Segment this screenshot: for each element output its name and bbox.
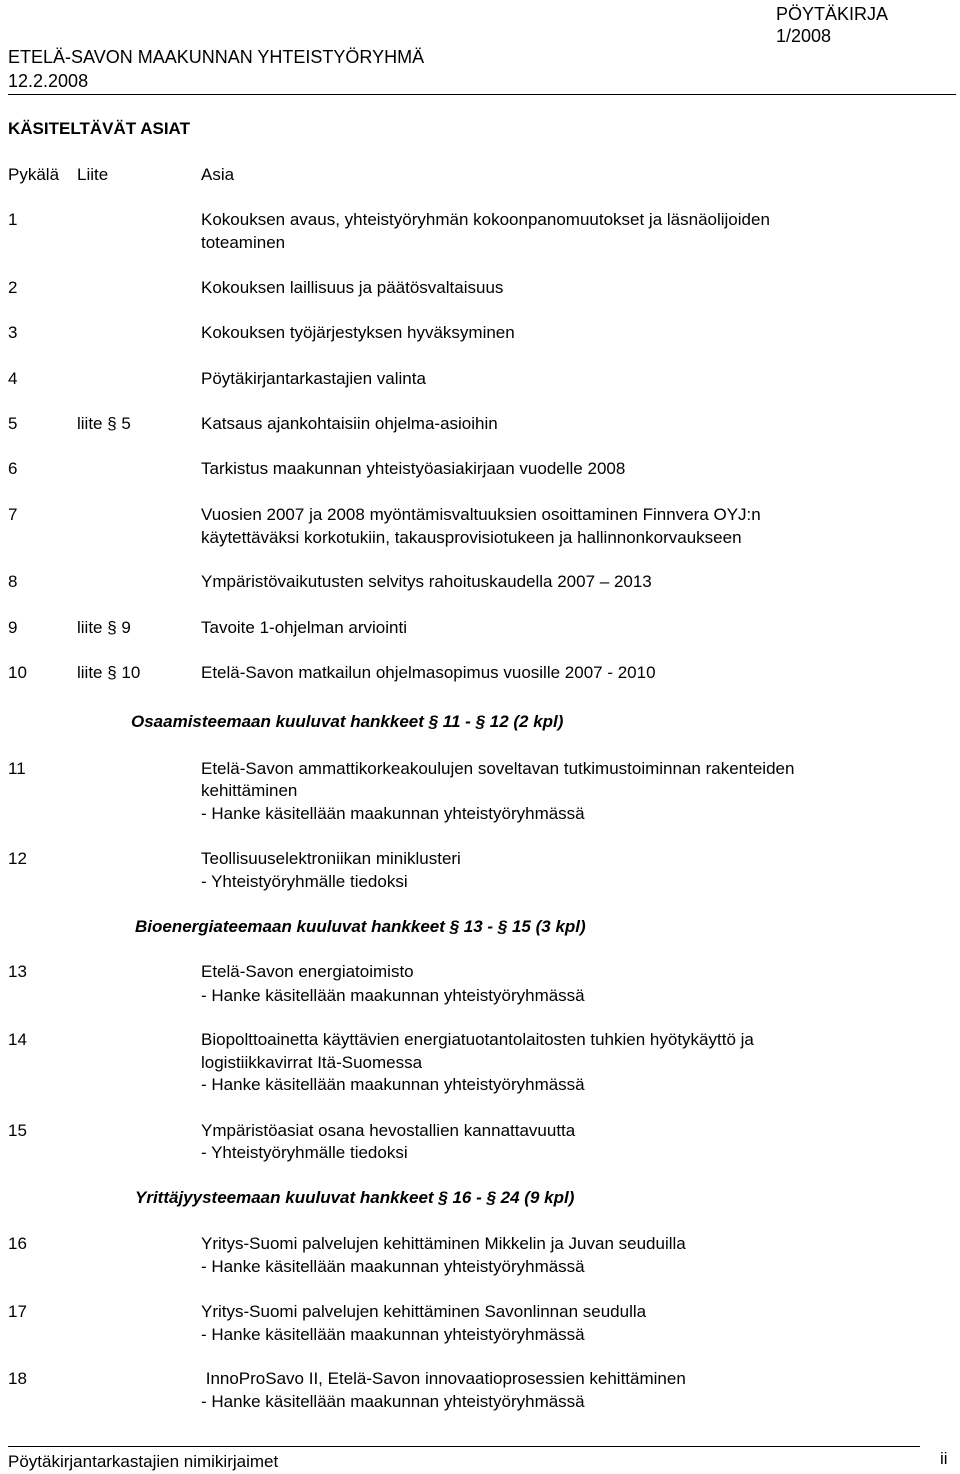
organization-name: ETELÄ-SAVON MAAKUNNAN YHTEISTYÖRYHMÄ <box>8 47 425 67</box>
item-title-cont: toteaminen <box>201 233 286 252</box>
item-note: - Hanke käsitellään maakunnan yhteistyöryhmässä <box>201 1392 585 1411</box>
item-title: Ympäristövaikutusten selvitys rahoituskaudella 2007 – 2013 <box>201 572 652 591</box>
header-rule <box>8 94 956 95</box>
item-number: 5 <box>8 414 18 433</box>
item-note: - Hanke käsitellään maakunnan yhteistyöryhmässä <box>201 1325 585 1344</box>
item-title: Etelä-Savon matkailun ohjelmasopimus vuosille 2007 - 2010 <box>201 663 656 682</box>
item-attachment: liite § 5 <box>77 414 131 433</box>
item-note: - Hanke käsitellään maakunnan yhteistyöryhmässä <box>201 1075 585 1094</box>
item-title: Pöytäkirjantarkastajien valinta <box>201 369 426 388</box>
item-number: 2 <box>8 278 18 297</box>
signature-label: Pöytäkirjantarkastajien nimikirjaimet <box>8 1452 279 1471</box>
item-note: - Yhteistyöryhmälle tiedoksi <box>201 1143 408 1162</box>
item-title: Yritys-Suomi palvelujen kehittäminen Savonlinnan seudulla <box>201 1302 647 1321</box>
page-number: ii <box>940 1449 948 1468</box>
item-title: Vuosien 2007 ja 2008 myöntämisvaltuuksien osoittaminen Finnvera OYJ:n <box>201 505 761 524</box>
item-note: - Yhteistyöryhmälle tiedoksi <box>201 872 408 891</box>
item-title: Kokouksen työjärjestyksen hyväksyminen <box>201 323 515 342</box>
item-title: Tarkistus maakunnan yhteistyöasiakirjaan vuodelle 2008 <box>201 459 626 478</box>
item-title: Ympäristöasiat osana hevostallien kannattavuutta <box>201 1121 576 1140</box>
item-title-cont: logistiikkavirrat Itä-Suomessa <box>201 1053 423 1072</box>
item-title: Biopolttoainetta käyttävien energiatuotantolaitosten tuhkien hyötykäyttö ja <box>201 1030 754 1049</box>
theme-heading: Bioenergiateemaan kuuluvat hankkeet § 13 - § 15 (3 kpl) <box>135 917 586 936</box>
item-number: 9 <box>8 618 18 637</box>
item-title: Katsaus ajankohtaisiin ohjelma-asioihin <box>201 414 498 433</box>
item-number: 13 <box>8 962 27 981</box>
item-title: Etelä-Savon ammattikorkeakoulujen soveltavan tutkimustoiminnan rakenteiden <box>201 759 795 778</box>
item-number: 11 <box>8 759 26 778</box>
item-number: 14 <box>8 1030 27 1049</box>
item-title: Teollisuuselektroniikan miniklusteri <box>201 849 461 868</box>
theme-heading: Osaamisteemaan kuuluvat hankkeet § 11 - § 12 (2 kpl) <box>131 712 564 731</box>
item-title: Kokouksen avaus, yhteistyöryhmän kokoonpanomuutokset ja läsnäolijoiden <box>201 210 770 229</box>
item-title-cont: käytettäväksi korkotukiin, takausprovisiotukeen ja hallinnonkorvaukseen <box>201 528 742 547</box>
item-number: 1 <box>8 210 18 229</box>
item-number: 12 <box>8 849 27 868</box>
item-number: 18 <box>8 1369 27 1388</box>
item-title: Tavoite 1-ohjelman arviointi <box>201 618 407 637</box>
item-title: Yritys-Suomi palvelujen kehittäminen Mikkelin ja Juvan seuduilla <box>201 1234 686 1253</box>
item-number: 4 <box>8 369 18 388</box>
item-number: 16 <box>8 1234 27 1253</box>
item-number: 10 <box>8 663 27 682</box>
item-attachment: liite § 9 <box>77 618 131 637</box>
item-title: InnoProSavo II, Etelä-Savon innovaatioprosessien kehittäminen <box>201 1369 686 1388</box>
theme-heading: Yrittäjyysteemaan kuuluvat hankkeet § 16 - § 24 (9 kpl) <box>135 1188 575 1207</box>
item-title-cont: kehittäminen <box>201 781 298 800</box>
column-header-liite: Liite <box>77 165 109 184</box>
item-number: 8 <box>8 572 18 591</box>
item-number: 7 <box>8 505 18 524</box>
column-header-pykala: Pykälä <box>8 165 60 184</box>
item-note: - Hanke käsitellään maakunnan yhteistyöryhmässä <box>201 986 585 1005</box>
item-number: 6 <box>8 459 18 478</box>
section-title: KÄSITELTÄVÄT ASIAT <box>8 119 190 138</box>
doc-type: PÖYTÄKIRJA <box>776 4 889 24</box>
item-title: Etelä-Savon energiatoimisto <box>201 962 414 981</box>
doc-number: 1/2008 <box>776 26 832 46</box>
item-title: Kokouksen laillisuus ja päätösvaltaisuus <box>201 278 504 297</box>
item-number: 15 <box>8 1121 27 1140</box>
item-number: 17 <box>8 1302 27 1321</box>
meeting-date: 12.2.2008 <box>8 71 89 91</box>
item-note: - Hanke käsitellään maakunnan yhteistyöryhmässä <box>201 804 585 823</box>
item-number: 3 <box>8 323 18 342</box>
item-note: - Hanke käsitellään maakunnan yhteistyöryhmässä <box>201 1257 585 1276</box>
column-header-asia: Asia <box>201 165 235 184</box>
item-attachment: liite § 10 <box>77 663 141 682</box>
footer-rule <box>8 1446 920 1447</box>
